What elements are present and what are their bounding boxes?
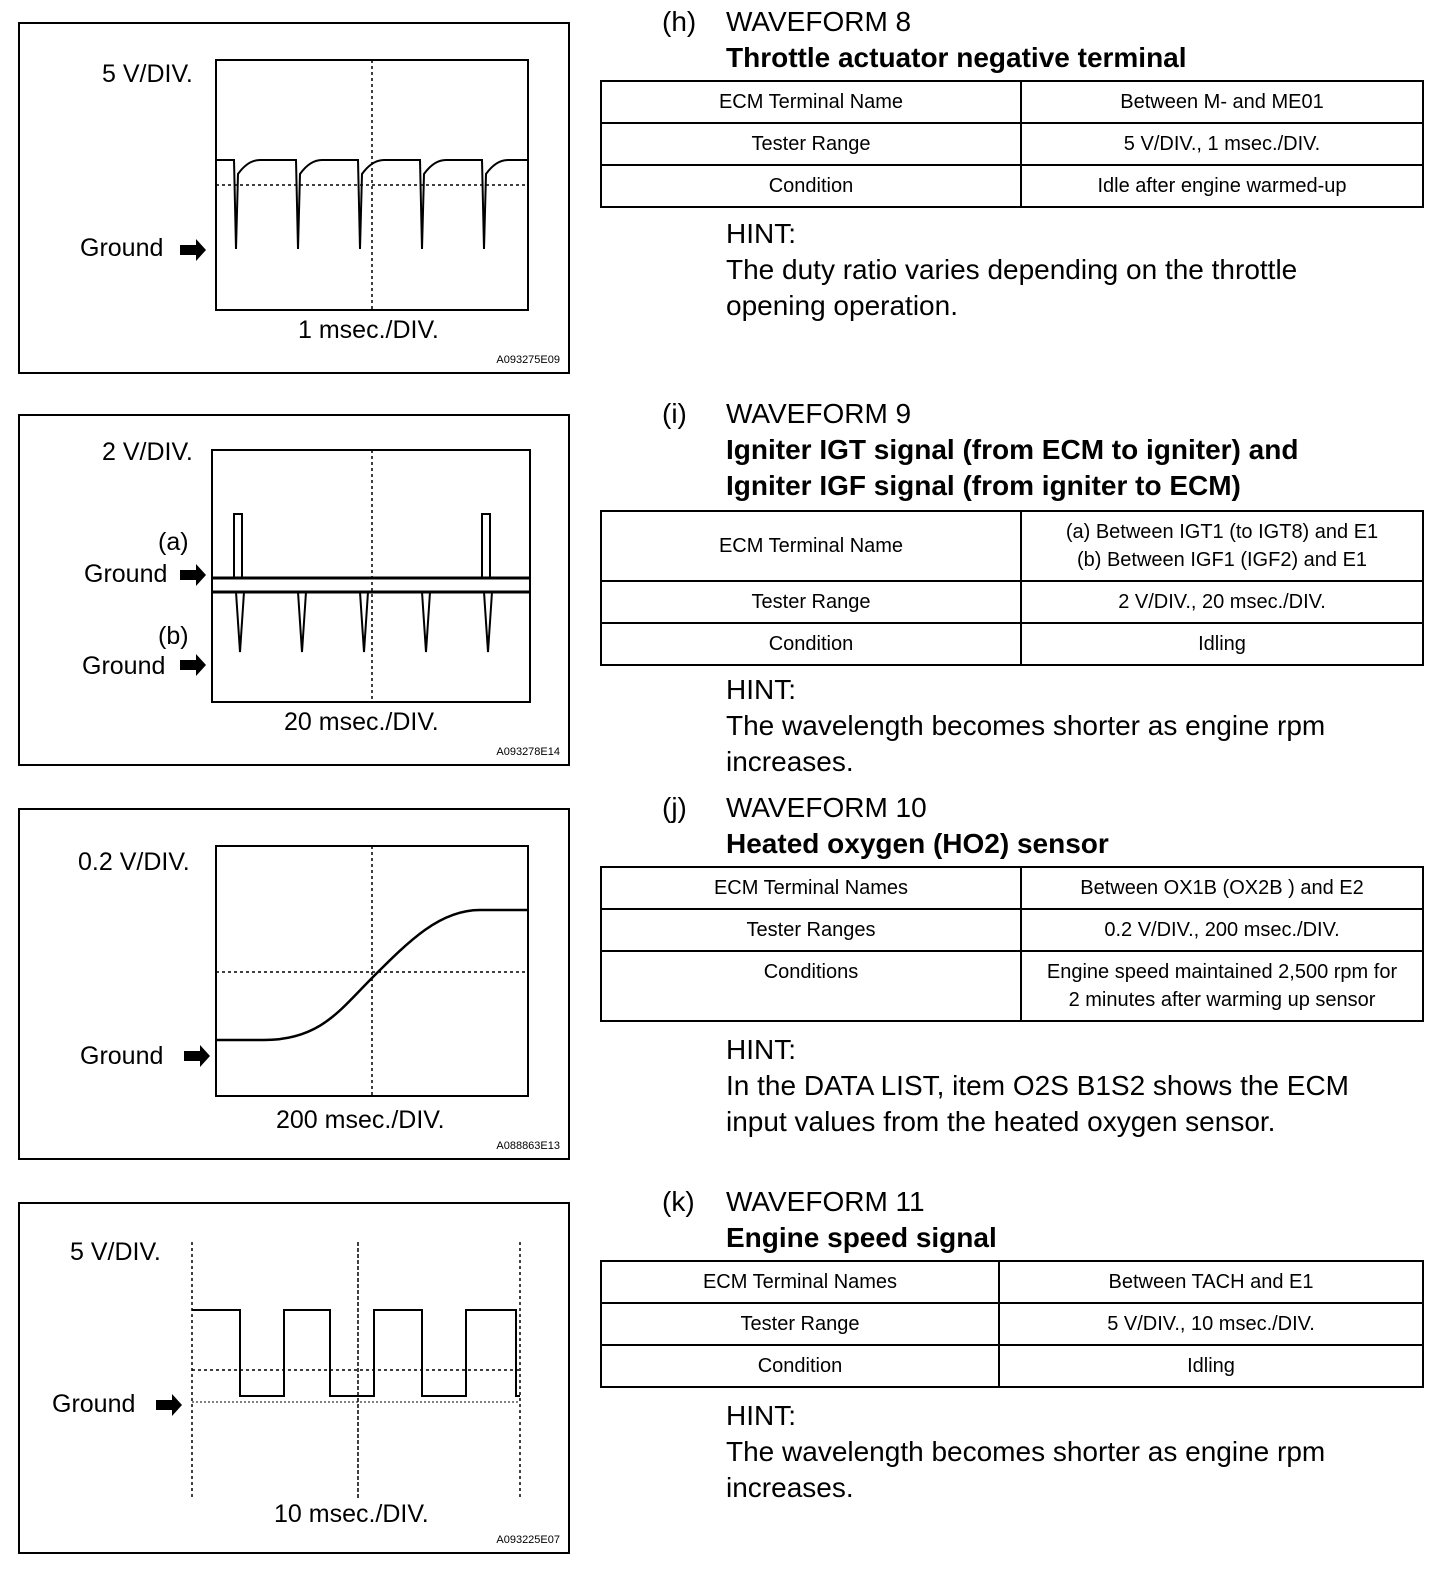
table-cell: Between M- and ME01 [1021,81,1423,123]
x-scale-label: 10 msec./DIV. [274,1500,429,1528]
hint-label: HINT: [726,218,796,249]
table-cell: ECM Terminal Name [601,81,1021,123]
table-cell: ECM Terminal Names [601,1261,999,1303]
spec-table [600,866,1424,1022]
section-letter: (k) [662,1186,695,1217]
hint-line: The duty ratio varies depending on the throttle [726,254,1298,285]
waveform-9-figure [18,414,570,766]
spec-table [600,510,1424,666]
table-cell: Idling [1021,623,1423,665]
hint-line: input values from the heated oxygen sensor. [726,1106,1276,1137]
figure-id: A088863E13 [496,1140,560,1152]
table-row [601,1303,1423,1345]
cell-line: (b) Between IGF1 (IGF2) and E1 [1076,549,1368,571]
table-row [601,867,1423,909]
hint-block [726,1398,1325,1506]
cell-line: Engine speed maintained 2,500 rpm for [1046,961,1398,983]
ground-a-label: Ground [84,560,168,588]
label-b: (b) [158,622,189,650]
section-letter: (h) [662,6,697,37]
table-cell: 5 V/DIV., 10 msec./DIV. [999,1303,1423,1345]
hint-label: HINT: [726,674,796,705]
table-cell: Conditions [601,951,1021,1021]
table-cell: Tester Range [601,1303,999,1345]
cell-line: (a) Between IGT1 (to IGT8) and E1 [1065,521,1379,543]
section-letter: (j) [662,792,687,823]
table-cell: Condition [601,1345,999,1387]
ground-label: Ground [52,1390,136,1418]
table-cell: Tester Ranges [601,909,1021,951]
spec-table [600,1260,1424,1388]
table-row [601,165,1423,207]
x-scale-label: 1 msec./DIV. [298,316,439,344]
table-cell: ECM Terminal Name [601,511,1021,581]
spec-table [600,80,1424,208]
hint-line: increases. [726,1472,854,1503]
ground-b-label: Ground [82,652,166,680]
ground-label: Ground [80,234,164,262]
hint-label: HINT: [726,1034,796,1065]
hint-line: The wavelength becomes shorter as engine rpm [726,1436,1326,1467]
y-scale-label: 0.2 V/DIV. [78,848,190,876]
label-a: (a) [158,528,189,556]
section-title: WAVEFORM 10 [726,792,927,823]
hint-label: HINT: [726,1400,796,1431]
figure-id: A093225E07 [496,1534,560,1546]
hint-block [726,216,1297,324]
section-subtitle: Igniter IGT signal (from ECM to igniter) and [726,434,1299,465]
table-cell: Idle after engine warmed-up [1021,165,1423,207]
table-row [601,1261,1423,1303]
section-subtitle: Heated oxygen (HO2) sensor [726,828,1109,859]
hint-block [726,672,1325,780]
table-cell: Between TACH and E1 [999,1261,1423,1303]
figure-id: A093278E14 [496,746,560,758]
table-row [601,511,1423,581]
table-cell: Condition [601,165,1021,207]
y-scale-label: 5 V/DIV. [70,1238,161,1266]
section-title: WAVEFORM 11 [726,1186,925,1217]
table-row [601,623,1423,665]
waveform-8-figure [18,22,570,374]
table-cell: 5 V/DIV., 1 msec./DIV. [1021,123,1423,165]
section-subtitle: Igniter IGF signal (from igniter to ECM) [726,470,1241,501]
section-title: WAVEFORM 8 [726,6,912,37]
x-scale-label: 200 msec./DIV. [276,1106,445,1134]
table-row [601,581,1423,623]
table-cell: Idling [999,1345,1423,1387]
hint-line: increases. [726,746,854,777]
figure-id: A093275E09 [496,354,560,366]
section-subtitle: Engine speed signal [726,1222,997,1253]
table-row [601,951,1423,1021]
section-title: WAVEFORM 9 [726,398,912,429]
waveform-11-figure [18,1202,570,1554]
y-scale-label: 2 V/DIV. [102,438,193,466]
table-cell [1021,951,1423,1021]
table-cell: Condition [601,623,1021,665]
table-row [601,123,1423,165]
table-cell: Tester Range [601,581,1021,623]
y-scale-label: 5 V/DIV. [102,60,193,88]
x-scale-label: 20 msec./DIV. [284,708,439,736]
section-letter: (i) [662,398,687,429]
table-row [601,909,1423,951]
section-subtitle: Throttle actuator negative terminal [726,42,1187,73]
waveform-10-figure [18,808,570,1160]
cell-line: 2 minutes after warming up sensor [1068,989,1376,1011]
table-row [601,1345,1423,1387]
table-cell: Between OX1B (OX2B ) and E2 [1021,867,1423,909]
table-row [601,81,1423,123]
hint-line: In the DATA LIST, item O2S B1S2 shows the ECM [726,1070,1349,1101]
table-cell [1021,511,1423,581]
ground-label: Ground [80,1042,164,1070]
table-cell: Tester Range [601,123,1021,165]
hint-line: opening operation. [726,290,958,321]
table-cell: 2 V/DIV., 20 msec./DIV. [1021,581,1423,623]
hint-line: The wavelength becomes shorter as engine rpm [726,710,1326,741]
hint-block [726,1032,1349,1140]
table-cell: ECM Terminal Names [601,867,1021,909]
table-cell: 0.2 V/DIV., 200 msec./DIV. [1021,909,1423,951]
